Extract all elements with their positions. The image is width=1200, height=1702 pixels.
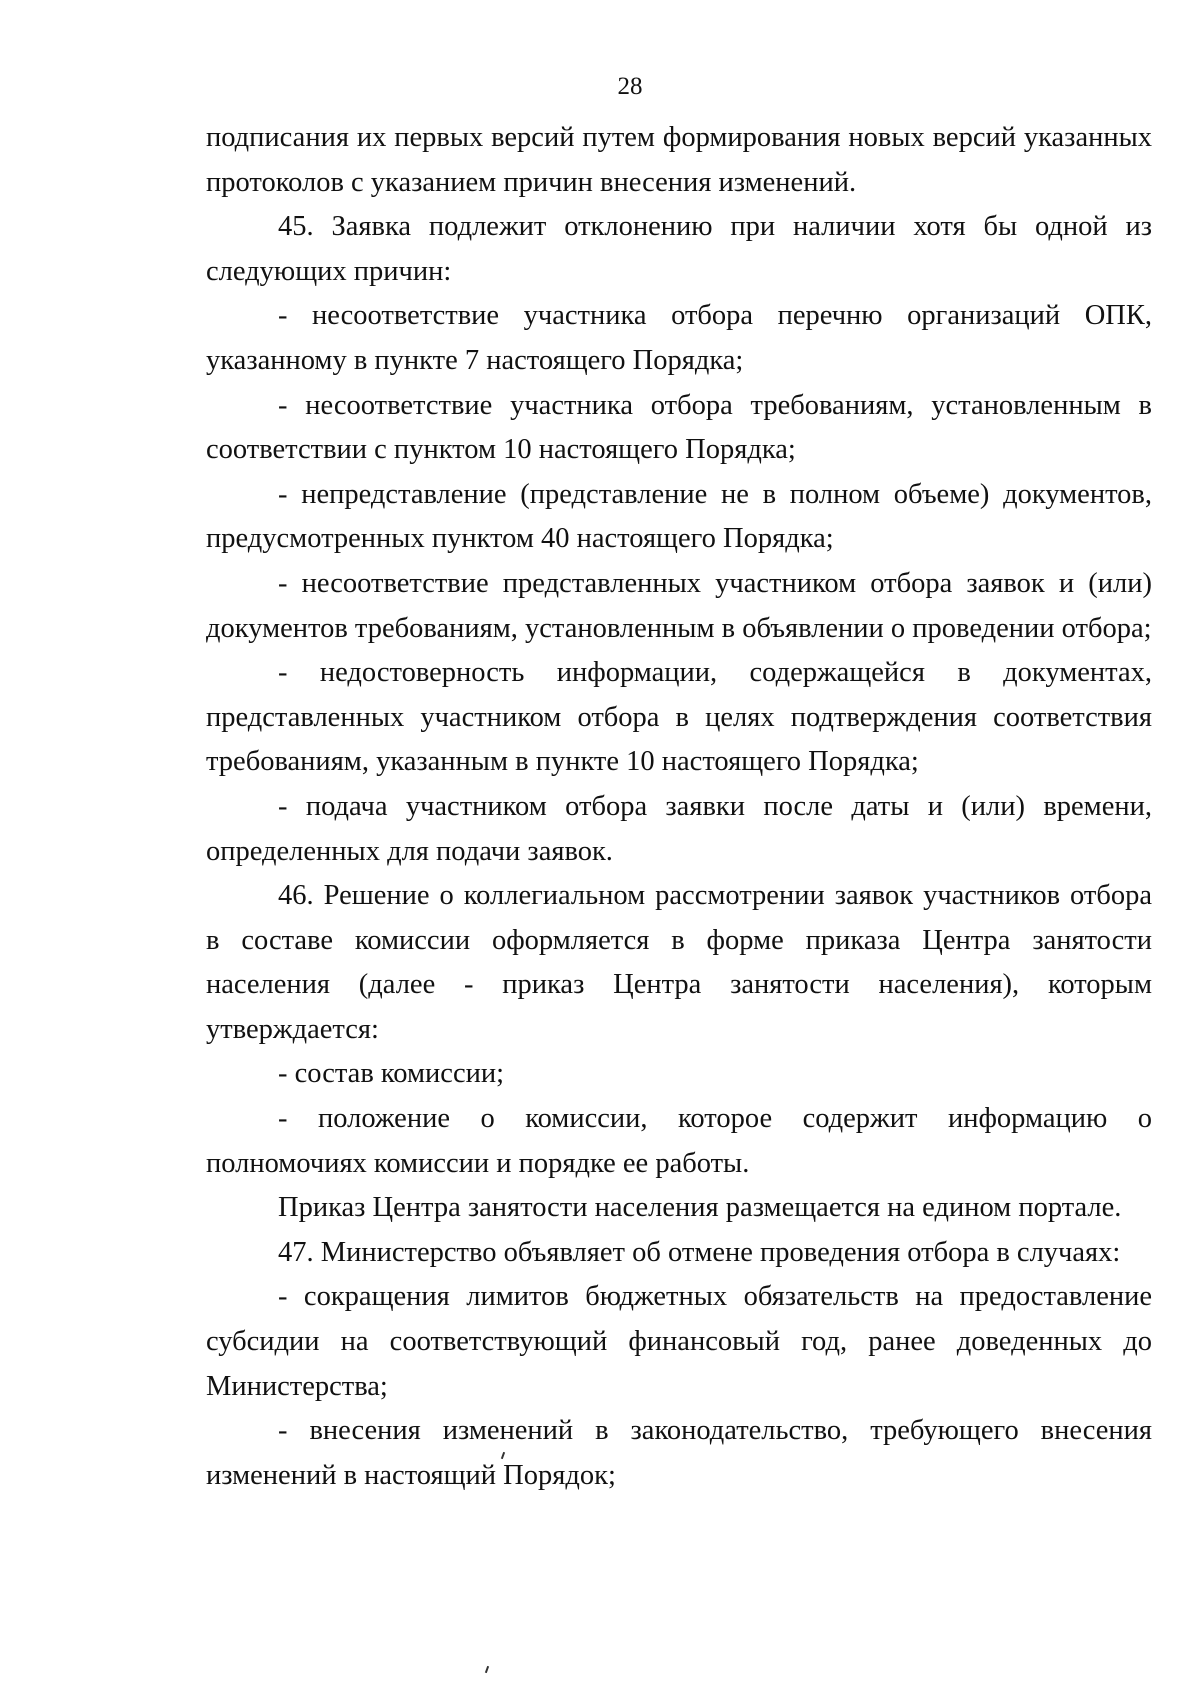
page-number: 28	[617, 73, 643, 100]
document-body	[206, 116, 1152, 1498]
paragraph-cancel-limits: - сокращения лимитов бюджетных обязательств на предоставление субсидии на соответствующий финансовый год, ранее доведенных до Министерства;	[206, 1281, 1152, 1402]
paragraph-reason-requirements: - несоответствие участника отбора требованиям, установленным в соответствии с пунктом 10 настоящего Порядка;	[206, 389, 1152, 466]
paragraph-cancel-legislation: - внесения изменений в законодательство, требующего внесения изменений в настоящий Порядок;	[206, 1415, 1152, 1491]
paragraph-continuation: подписания их первых версий путем формирования новых версий указанных протоколов с указанием причин внесения изменений.	[206, 122, 1152, 198]
paragraph-item-46: 46. Решение о коллегиальном рассмотрении заявок участников отбора в составе комиссии оформляется в форме приказа Центра занятости населения (далее - приказ Центра занятости населения), которым утверждается:	[206, 880, 1152, 1045]
paragraph-reason-late: - подача участником отбора заявки после даты и (или) времени, определенных для подачи заявок.	[206, 790, 1152, 867]
paragraph-order-portal: Приказ Центра занятости населения размещается на едином портале.	[278, 1192, 1122, 1224]
paragraph-commission-composition: - состав комиссии;	[278, 1058, 505, 1090]
paragraph-item-47: 47. Министерство объявляет об отмене проведения отбора в случаях:	[278, 1236, 1121, 1268]
paragraph-reason-mismatch: - несоответствие представленных участником отбора заявок и (или) документов требованиям, установленным в объявлении о проведении отбора;	[206, 567, 1152, 644]
paragraph-item-45: 45. Заявка подлежит отклонению при наличии хотя бы одной из следующих причин:	[206, 211, 1152, 287]
paragraph-reason-documents: - непредставление (представление не в полном объеме) документов, предусмотренных пунктом 40 настоящего Порядка;	[206, 478, 1152, 555]
scan-speck	[485, 1666, 489, 1673]
paragraph-reason-opk: - несоответствие участника отбора перечню организаций ОПК, указанному в пункте 7 настоящего Порядка;	[206, 300, 1152, 376]
paragraph-reason-unreliable: - недостоверность информации, содержащейся в документах, представленных участником отбора в целях подтверждения соответствия требованиям, указанным в пункте 10 настоящего Порядка;	[206, 657, 1152, 778]
paragraph-commission-regulation: - положение о комиссии, которое содержит информацию о полномочиях комиссии и порядке ее работы.	[206, 1103, 1152, 1179]
